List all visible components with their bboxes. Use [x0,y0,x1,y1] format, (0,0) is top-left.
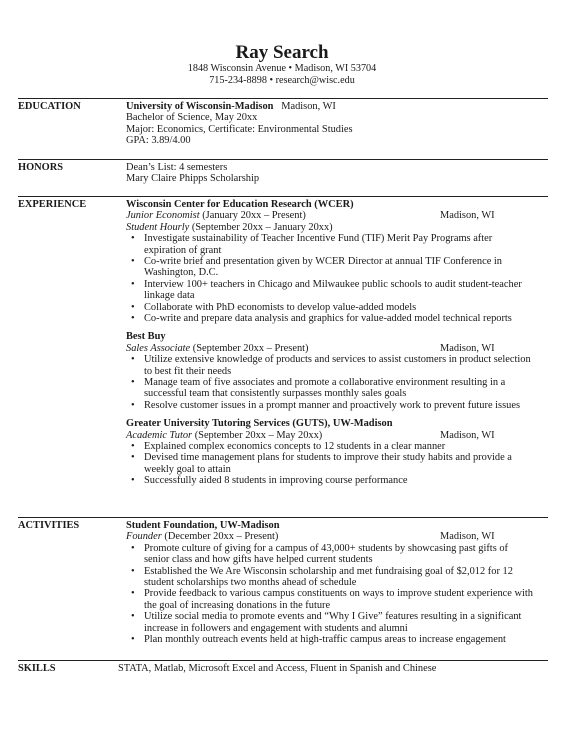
bullet-item: • Co-write and prepare data analysis and graphics for value-added model technical reports [144,313,546,324]
experience-section [18,196,548,487]
org-name: Wisconsin Center for Education Research (WCER) [126,199,354,210]
bullet-item: • Successfully aided 8 students in improving course performance [144,475,546,486]
role-location: Madison, WI [440,342,495,354]
role-dates: (September 20xx – January 20xx) [191,221,333,233]
role-line [126,343,546,354]
role-line [126,222,546,233]
bullet-item: • Investigate sustainability of Teacher Incentive Fund (TIF) Merit Pay Programs after expiration of grant [144,233,546,256]
bullet-list [126,233,546,324]
major-line: Major: Economics, Certificate: Environmental Studies [126,123,353,135]
honors-section [18,159,548,185]
skills-section [18,660,548,674]
skills-list: STATA, Matlab, Microsoft Excel and Access, Fluent in Spanish and Chinese [118,663,437,674]
gpa-line: GPA: 3.89/4.00 [126,135,191,147]
bullet-item: • Established the We Are Wisconsin scholarship and met fundraising goal of $2,012 for 12 student scholarships two months ahead of schedule [144,566,546,589]
degree-line: Bachelor of Science, May 20xx [126,112,258,124]
education-section [18,98,548,147]
bullet-item: • Co-write brief and presentation given by WCER Director at annual TIF Conference in Washington, D.C. [144,256,546,279]
role-title: Academic Tutor [126,429,193,441]
honor-item: Dean’s List: 4 semesters [126,162,228,173]
experience-entry [126,331,546,411]
org-name: Student Foundation, UW-Madison [126,520,280,531]
role-dates: (January 20xx – Present) [202,210,306,222]
org-name: Best Buy [126,331,166,343]
role-title: Founder [126,531,162,543]
section-title: HONORS [18,162,64,173]
bullet-item: • Plan monthly outreach events held at high-traffic campus areas to increase engagement [144,634,546,645]
address-line: 1848 Wisconsin Avenue • Madison, WI 53704 [187,63,377,74]
bullet-item: • Utilize social media to promote events and “Why I Give” features resulting in a significant increase in followers and engagement with students and alumni [144,611,546,634]
activities-section [18,517,548,646]
section-title: SKILLS [18,663,56,674]
role-line [126,210,546,221]
bullet-item: • Manage team of five associates and promote a collaborative environment resulting in a successful team that consistently surpasses monthly sales goals [144,377,546,400]
role-dates: (December 20xx – Present) [164,531,279,543]
bullet-item: • Collaborate with PhD economists to develop value-added models [144,302,546,313]
candidate-name: Ray Search [235,42,329,63]
role-location: Madison, WI [440,531,495,543]
role-line [126,430,546,441]
section-title: EXPERIENCE [18,199,87,210]
role-title: Student Hourly [126,221,190,233]
role-dates: (September 20xx – Present) [192,342,309,354]
section-title: ACTIVITIES [18,520,80,531]
resume-header [0,42,564,86]
bullet-item: • Interview 100+ teachers in Chicago and Milwaukee public schools to audit student-teacher linkage data [144,279,546,302]
org-name: Greater University Tutoring Services (GUTS), UW-Madison [126,418,393,430]
bullet-item: • Devised time management plans for students to improve their study habits and provide a weekly goal to attain [144,452,546,475]
bullet-item: • Resolve customer issues in a prompt manner and proactively work to prevent future issues [144,400,546,411]
bullet-item: • Utilize extensive knowledge of products and services to assist customers in product selection to best fit their needs [144,354,546,377]
bullet-item: • Promote culture of giving for a campus of 43,000+ students by showcasing past gifts of senior class and how gifts have helped current students [144,543,546,566]
bullet-item: • Explained complex economics concepts to 12 students in a clear manner [144,441,546,452]
school-line [126,101,546,112]
bullet-list [126,354,546,411]
role-title: Sales Associate [126,342,191,354]
bullet-list [126,441,546,487]
role-title: Junior Economist [126,210,200,222]
role-location: Madison, WI [440,429,495,441]
contact-line: 715-234-8898 • research@wisc.edu [209,74,355,86]
role-dates: (September 20xx – May 20xx) [194,429,323,441]
school-name: University of Wisconsin-Madison [126,101,274,112]
experience-entry [126,418,546,486]
section-title: EDUCATION [18,101,81,112]
role-line [126,531,546,542]
school-location: Madison, WI [281,101,336,112]
bullet-item: • Provide feedback to various campus constituents on ways to improve student experience with the goal of increasing donations in the future [144,588,546,611]
honor-item: Mary Claire Phipps Scholarship [126,173,260,185]
experience-entry [126,199,546,324]
bullet-list [126,543,546,646]
role-location: Madison, WI [440,210,495,222]
